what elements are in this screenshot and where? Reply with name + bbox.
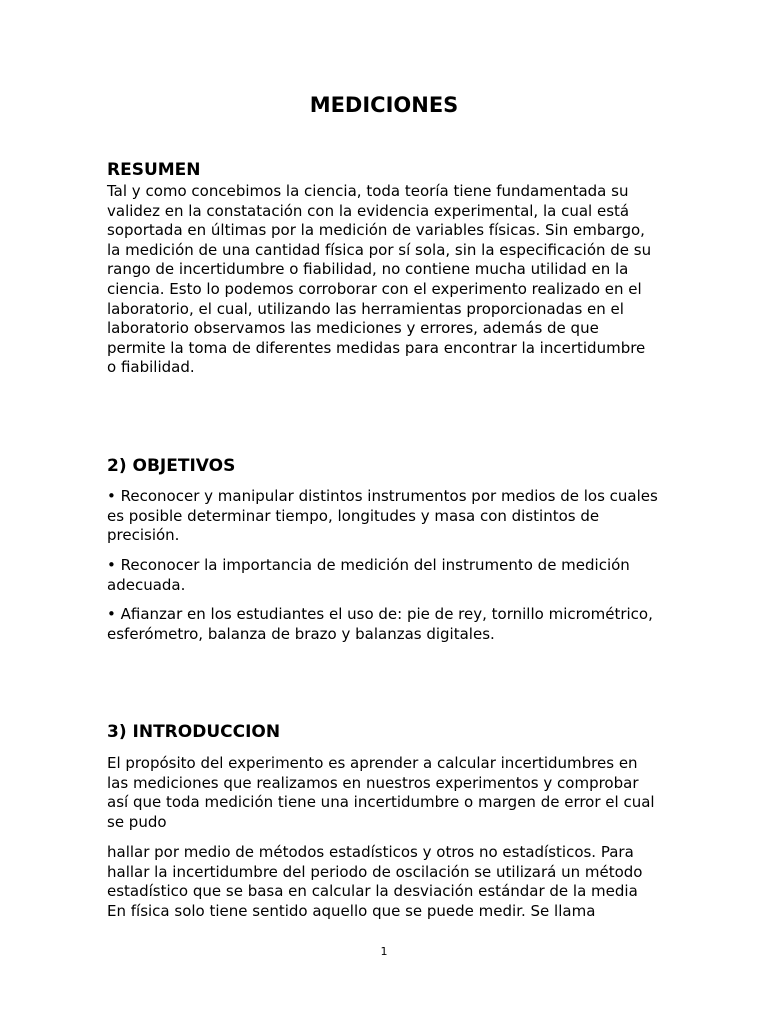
bullet-icon: • bbox=[107, 487, 116, 505]
resumen-heading: RESUMEN bbox=[107, 160, 201, 180]
introduccion-paragraph-1: El propósito del experimento es aprender a calcular incertidumbres en las mediciones que realizamos en nuestros experimentos y comprobar así que toda medición tiene una incertidumbre o margen de error el cual se pudo bbox=[107, 754, 655, 831]
objetivo-item-1 bbox=[107, 487, 667, 546]
document-title: MEDICIONES bbox=[309, 93, 459, 117]
objetivos-heading: 2) OBJETIVOS bbox=[107, 456, 236, 476]
bullet-icon: • bbox=[107, 556, 116, 574]
bullet-icon: • bbox=[107, 605, 116, 623]
objetivo-text: Reconocer la importancia de medición del instrumento de medición adecuada. bbox=[107, 556, 630, 594]
objetivo-text: Reconocer y manipular distintos instrumentos por medios de los cuales es posible determinar tiempo, longitudes y masa con distintos de precisión. bbox=[107, 487, 658, 545]
objetivo-text: Afianzar en los estudiantes el uso de: pie de rey, tornillo micrométrico, esferómetro, balanza de brazo y balanzas digitales. bbox=[107, 605, 653, 643]
objetivo-item-3 bbox=[107, 605, 667, 644]
resumen-paragraph: Tal y como concebimos la ciencia, toda teoría tiene fundamentada su validez en la constatación con la evidencia experimental, la cual está soportada en últimas por la medición de variables físicas. Sin embargo, la medición de una cantidad física por sí sola, sin la especificación de su rango de incertidumbre o fiabilidad, no contiene mucha utilidad en la ciencia. Esto lo podemos corroborar con el experimento realizado en el laboratorio, el cual, utilizando las herramientas proporcionadas en el laboratorio observamos las mediciones y errores, además de que permite la toma de diferentes medidas para encontrar la incertidumbre o fiabilidad. bbox=[107, 182, 652, 377]
objetivo-item-2 bbox=[107, 556, 667, 595]
page-number: 1 bbox=[380, 945, 388, 958]
introduccion-paragraph-2: hallar por medio de métodos estadísticos y otros no estadísticos. Para hallar la incertidumbre del periodo de oscilación se utilizará un método estadístico que se basa en calcular la desviación estándar de la media En física solo tiene sentido aquello que se puede medir. Se llama bbox=[107, 843, 643, 920]
introduccion-heading: 3) INTRODUCCION bbox=[107, 722, 281, 742]
